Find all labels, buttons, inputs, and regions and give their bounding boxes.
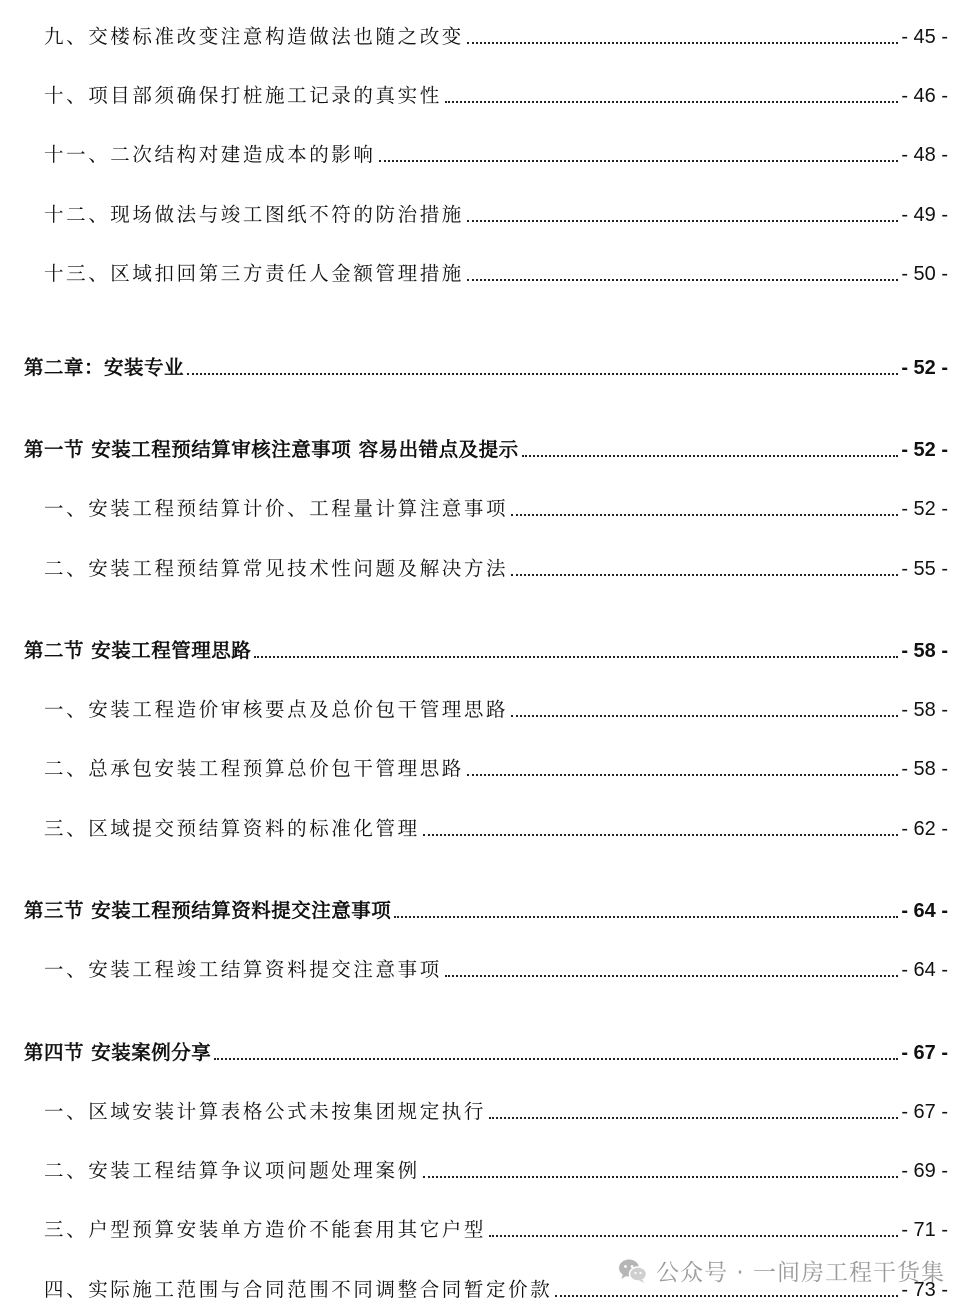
toc-entry-page: - 67 - (901, 1042, 948, 1064)
toc-entry[interactable] (24, 552, 948, 582)
toc-entry-title: 第二章：安装专业 (24, 356, 185, 379)
dot-leader (445, 975, 899, 977)
toc-entry-title: 一、安装工程造价审核要点及总价包干管理思路 (44, 698, 509, 721)
toc-entry-title: 一、安装工程预结算计价、工程量计算注意事项 (44, 497, 509, 520)
dot-leader (467, 220, 898, 222)
toc-entry-title: 第二节 安装工程管理思路 (24, 639, 252, 662)
toc-entry-page: - 71 - (901, 1219, 948, 1241)
toc-entry-title: 一、安装工程竣工结算资料提交注意事项 (44, 958, 442, 981)
wechat-icon (618, 1258, 648, 1284)
dot-leader (445, 101, 899, 103)
toc-entry-page: - 52 - (901, 498, 948, 520)
toc-entry-page: - 69 - (901, 1160, 948, 1182)
toc-entry[interactable] (24, 752, 948, 782)
toc-entry-page: - 62 - (901, 818, 948, 840)
toc-entry-page: - 55 - (901, 558, 948, 580)
dot-leader (489, 1117, 898, 1119)
dot-leader (379, 160, 899, 162)
dot-leader (511, 514, 898, 516)
toc-entry-page: - 50 - (901, 263, 948, 285)
toc-entry[interactable] (24, 812, 948, 842)
dot-leader (423, 834, 899, 836)
toc-entry-page: - 67 - (901, 1101, 948, 1123)
watermark-text: 公众号 · 一间房工程干货集 (656, 1260, 945, 1286)
toc-entry-title: 第一节 安装工程预结算审核注意事项 容易出错点及提示 (24, 438, 519, 461)
dot-leader (187, 373, 898, 375)
toc-entry-page: - 58 - (901, 758, 948, 780)
toc-entry-page: - 58 - (901, 640, 948, 662)
toc-entry[interactable] (24, 138, 948, 168)
dot-leader (555, 1295, 898, 1297)
dot-leader (467, 42, 898, 44)
toc-entry[interactable] (24, 20, 948, 50)
toc-entry-title: 四、实际施工范围与合同范围不同调整合同暂定价款 (44, 1278, 553, 1301)
toc-entry[interactable] (24, 79, 948, 109)
toc-section-heading[interactable] (24, 1036, 948, 1066)
toc-entry-title: 第四节 安装案例分享 (24, 1041, 212, 1064)
toc-entry-title: 九、交楼标准改变注意构造做法也随之改变 (44, 25, 464, 48)
toc-entry-title: 十三、区域扣回第三方责任人金额管理措施 (44, 262, 464, 285)
dot-leader (467, 279, 898, 281)
toc-entry[interactable] (24, 257, 948, 287)
toc-entry-page: - 73 - (901, 1279, 948, 1301)
dot-leader (394, 916, 898, 918)
toc-entry[interactable] (24, 1095, 948, 1125)
toc-entry-page: - 52 - (901, 439, 948, 461)
toc-section-heading[interactable] (24, 634, 948, 664)
dot-leader (467, 774, 898, 776)
toc-entry-page: - 46 - (901, 85, 948, 107)
dot-leader (254, 656, 898, 658)
toc-entry-title: 十二、现场做法与竣工图纸不符的防治措施 (44, 203, 464, 226)
toc-entry-title: 十、项目部须确保打桩施工记录的真实性 (44, 84, 442, 107)
toc-entry-page: - 58 - (901, 699, 948, 721)
toc-entry[interactable] (24, 693, 948, 723)
toc-entry-page: - 49 - (901, 204, 948, 226)
watermark (618, 1254, 945, 1287)
toc-entry-page: - 64 - (901, 900, 948, 922)
toc-chapter-heading[interactable] (24, 351, 948, 381)
toc-entry-title: 十一、二次结构对建造成本的影响 (44, 143, 376, 166)
toc-entry-title: 三、区域提交预结算资料的标准化管理 (44, 817, 420, 840)
toc-entry-title: 二、总承包安装工程预算总价包干管理思路 (44, 757, 464, 780)
toc-entry-title: 一、区域安装计算表格公式未按集团规定执行 (44, 1100, 487, 1123)
dot-leader (511, 574, 898, 576)
toc-section-heading[interactable] (24, 433, 948, 463)
toc-entry-title: 第三节 安装工程预结算资料提交注意事项 (24, 899, 392, 922)
dot-leader (511, 715, 898, 717)
toc-entry-page: - 48 - (901, 144, 948, 166)
toc-entry-title: 二、安装工程预结算常见技术性问题及解决方法 (44, 557, 509, 580)
toc-entry-page: - 52 - (901, 357, 948, 379)
toc-section-heading[interactable] (24, 894, 948, 924)
dot-leader (214, 1058, 898, 1060)
dot-leader (522, 455, 899, 457)
toc-entry[interactable] (24, 1154, 948, 1184)
toc-entry-page: - 64 - (901, 959, 948, 981)
toc-entry[interactable] (24, 1213, 948, 1243)
toc-entry-title: 二、安装工程结算争议项问题处理案例 (44, 1159, 420, 1182)
toc-entry[interactable] (24, 198, 948, 228)
toc-entry[interactable] (24, 492, 948, 522)
dot-leader (423, 1176, 899, 1178)
dot-leader (489, 1235, 898, 1237)
toc-entry-page: - 45 - (901, 26, 948, 48)
toc-entry-title: 三、户型预算安装单方造价不能套用其它户型 (44, 1218, 487, 1241)
toc-entry[interactable] (24, 953, 948, 983)
